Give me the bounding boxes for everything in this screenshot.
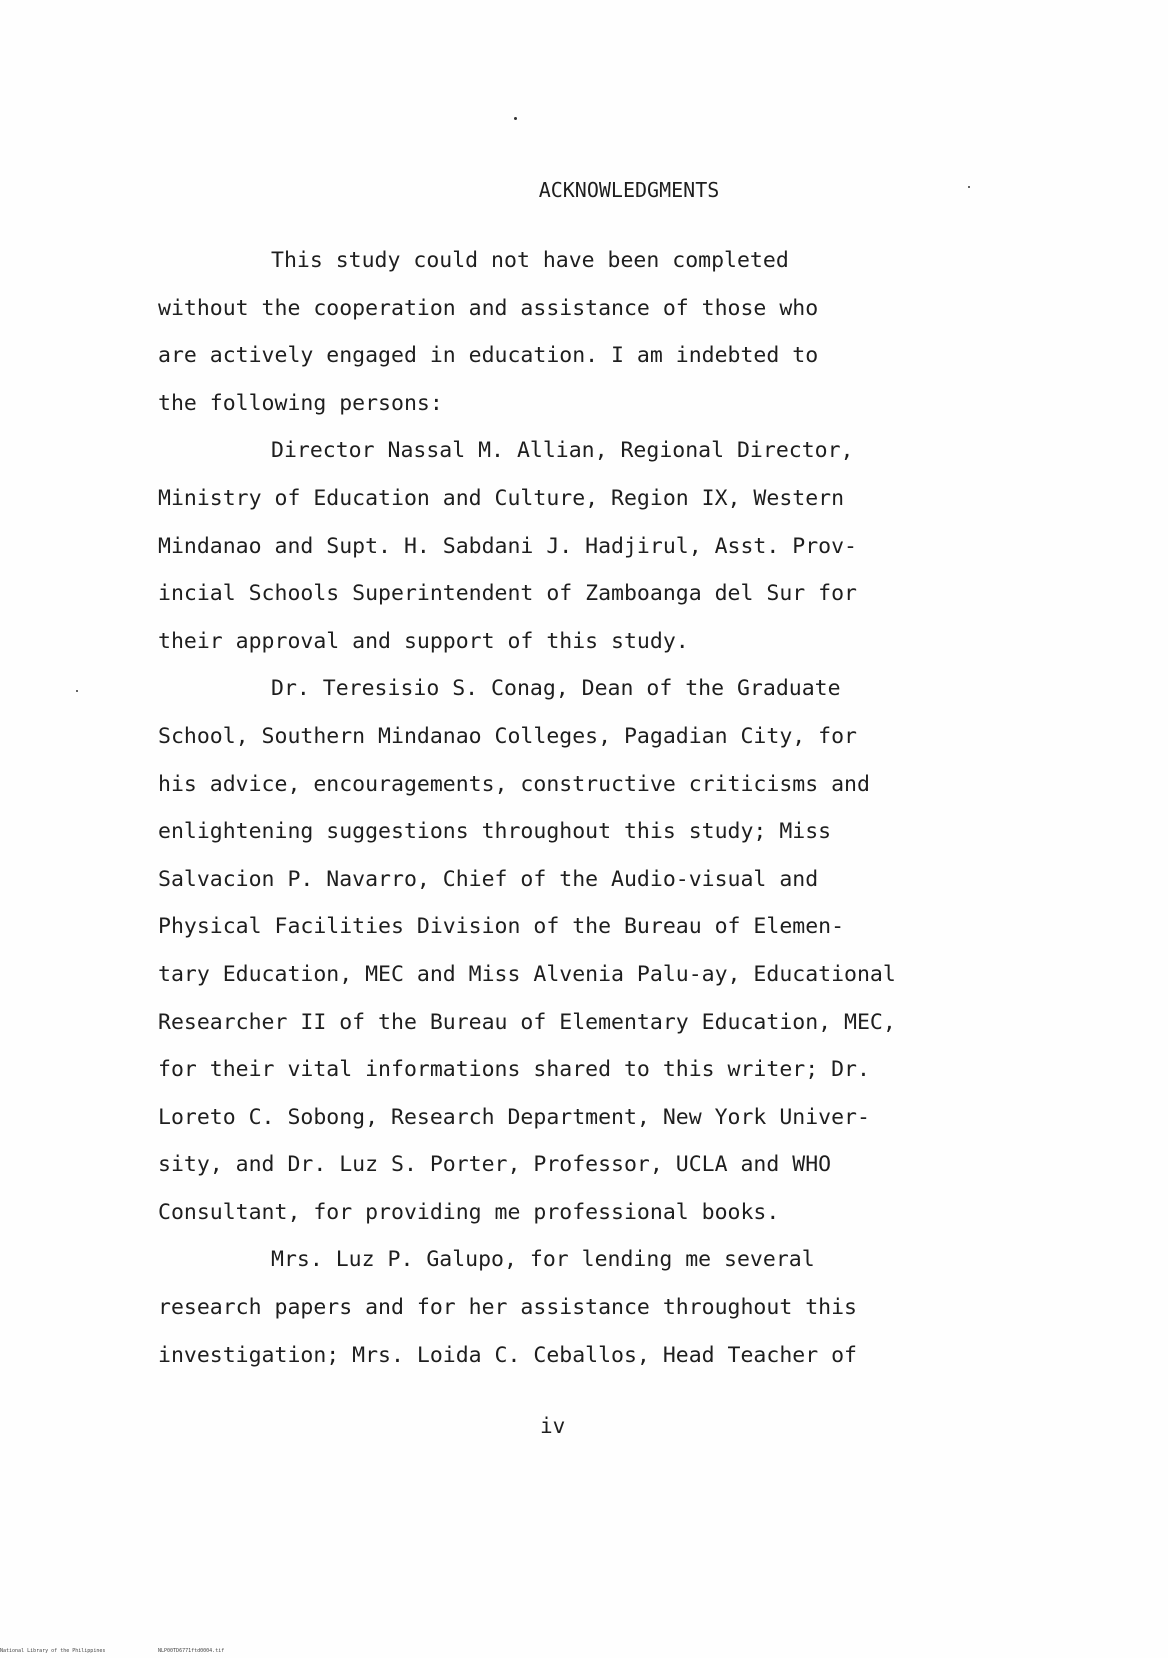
text-line: the following persons: — [158, 390, 443, 416]
text-line: Mrs. Luz P. Galupo, for lending me several — [271, 1247, 815, 1273]
text-line: Director Nassal M. Allian, Regional Director, — [271, 438, 854, 464]
text-line: their approval and support of this study. — [158, 628, 689, 654]
text-line: This study could not have been completed — [271, 248, 789, 273]
text-line: are actively engaged in education. I am indebted to — [158, 343, 819, 369]
scan-speck — [514, 117, 517, 120]
text-line: Dr. Teresisio S. Conag, Dean of the Graduate — [271, 676, 841, 702]
text-line: Mindanao and Supt. H. Sabdani J. Hadjirul, Asst. Prov- — [158, 533, 857, 559]
text-line: investigation; Mrs. Loida C. Ceballos, Head Teacher of — [158, 1342, 857, 1368]
text-line: his advice, encouragements, constructive criticisms and — [158, 771, 870, 797]
footer-library: National Library of the Philippines — [0, 1648, 106, 1654]
scan-speck — [76, 690, 78, 692]
scan-footer — [0, 1648, 225, 1654]
text-line: enlightening suggestions throughout this study; Miss — [158, 819, 832, 845]
text-line: tary Education, MEC and Miss Alvenia Palu-ay, Educational — [158, 961, 896, 987]
text-line: Loreto C. Sobong, Research Department, New York Univer- — [158, 1104, 870, 1130]
text-line: Consultant, for providing me professional books. — [158, 1199, 780, 1225]
text-line: School, Southern Mindanao Colleges, Pagadian City, for — [158, 723, 857, 749]
page-number: iv — [540, 1414, 566, 1438]
page-title: ACKNOWLEDGMENTS — [538, 178, 720, 202]
text-line: incial Schools Superintendent of Zamboanga del Sur for — [158, 581, 857, 607]
text-line: Ministry of Education and Culture, Region IX, Western — [158, 485, 845, 511]
text-line: research papers and for her assistance throughout this — [158, 1295, 857, 1321]
text-line: Salvacion P. Navarro, Chief of the Audio-visual and — [158, 866, 819, 892]
footer-reference: NLP00TD6771ftd0004.tif — [158, 1648, 225, 1654]
text-line: Physical Facilities Division of the Bureau of Elemen- — [158, 914, 845, 940]
body-text — [158, 237, 978, 1379]
text-line: Researcher II of the Bureau of Elementary Education, MEC, — [158, 1009, 896, 1035]
text-line: sity, and Dr. Luz S. Porter, Professor, UCLA and WHO — [158, 1152, 832, 1178]
text-line: without the cooperation and assistance of those who — [158, 295, 819, 321]
text-line: for their vital informations shared to this writer; Dr. — [158, 1057, 870, 1083]
